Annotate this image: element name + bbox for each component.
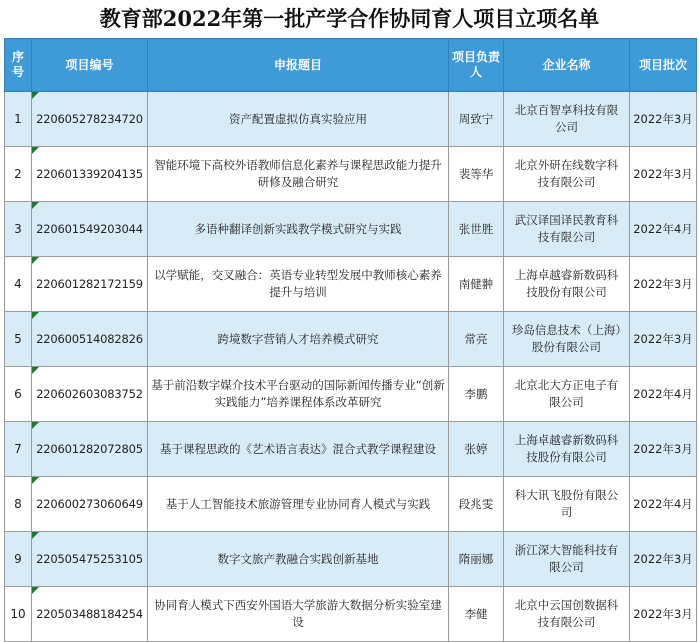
project-batch-cell: 2022年3月 [630, 147, 697, 202]
project-batch-cell: 2022年4月 [630, 367, 697, 422]
project-code-cell [32, 257, 148, 312]
table-row [5, 312, 697, 367]
project-lead-cell: 李鹏 [449, 367, 504, 422]
project-title-cell: 基于前沿数字媒介技术平台驱动的国际新闻传播专业“创新实践能力”培养课程体系改革研究 [148, 367, 449, 422]
company-name-cell: 科大讯飞股份有限公司 [504, 477, 630, 532]
project-code-text: 220601282172159 [36, 276, 143, 291]
project-code-cell [32, 422, 148, 477]
company-name-cell: 北京百智享科技有限公司 [504, 92, 630, 147]
cell-marker-icon [32, 367, 39, 374]
project-lead-cell: 常亮 [449, 312, 504, 367]
row-index: 5 [5, 312, 32, 367]
header-company-name: 企业名称 [504, 39, 630, 92]
row-index: 10 [5, 587, 32, 642]
project-batch-cell: 2022年3月 [630, 257, 697, 312]
project-title-cell: 基于人工智能技术旅游管理专业协同育人模式与实践 [148, 477, 449, 532]
cell-marker-icon [32, 477, 39, 484]
project-batch-cell: 2022年4月 [630, 202, 697, 257]
cell-marker-icon [32, 257, 39, 264]
header-project-title: 申报题目 [148, 39, 449, 92]
project-batch-cell: 2022年3月 [630, 312, 697, 367]
project-code-text: 220602603083752 [36, 386, 143, 401]
project-code-text: 220600514082826 [36, 331, 143, 346]
project-code-cell [32, 312, 148, 367]
row-index: 8 [5, 477, 32, 532]
company-name-cell: 北京外研在线数字科技有限公司 [504, 147, 630, 202]
header-index: 序号 [5, 39, 32, 92]
project-code-text: 220605278234720 [36, 111, 143, 126]
company-name-cell: 珍岛信息技术（上海）股份有限公司 [504, 312, 630, 367]
row-index: 3 [5, 202, 32, 257]
cell-marker-icon [32, 422, 39, 429]
project-lead-cell: 周致宁 [449, 92, 504, 147]
cell-marker-icon [32, 92, 39, 99]
table-row [5, 477, 697, 532]
project-batch-cell: 2022年3月 [630, 532, 697, 587]
project-title-cell: 多语种翻译创新实践教学模式研究与实践 [148, 202, 449, 257]
project-code-text: 220601282072805 [36, 441, 143, 456]
project-title-cell: 基于课程思政的《艺术语言表达》混合式教学课程建设 [148, 422, 449, 477]
row-index: 7 [5, 422, 32, 477]
cell-marker-icon [32, 312, 39, 319]
row-index: 1 [5, 92, 32, 147]
table-row [5, 532, 697, 587]
table-row [5, 257, 697, 312]
project-lead-cell: 裴等华 [449, 147, 504, 202]
table-row [5, 367, 697, 422]
table-row [5, 202, 697, 257]
project-batch-cell: 2022年3月 [630, 92, 697, 147]
cell-marker-icon [32, 147, 39, 154]
table-row [5, 422, 697, 477]
project-code-cell [32, 202, 148, 257]
project-code-text: 220601549203044 [36, 221, 143, 236]
header-project-lead: 项目负责人 [449, 39, 504, 92]
project-lead-cell: 张婷 [449, 422, 504, 477]
project-table [4, 38, 697, 642]
cell-marker-icon [32, 587, 39, 594]
project-code-cell [32, 92, 148, 147]
project-lead-cell: 李健 [449, 587, 504, 642]
row-index: 9 [5, 532, 32, 587]
table-header-row [5, 39, 697, 92]
table-row [5, 587, 697, 642]
project-lead-cell: 张世胜 [449, 202, 504, 257]
page-title: 教育部2022年第一批产学合作协同育人项目立项名单 [99, 6, 600, 31]
company-name-cell: 北京北大方正电子有限公司 [504, 367, 630, 422]
project-batch-cell: 2022年4月 [630, 477, 697, 532]
project-code-cell [32, 532, 148, 587]
company-name-cell: 浙江深大智能科技有限公司 [504, 532, 630, 587]
company-name-cell: 武汉译国译民教育科技有限公司 [504, 202, 630, 257]
project-title-cell: 跨境数字营销人才培养模式研究 [148, 312, 449, 367]
project-code-cell [32, 367, 148, 422]
project-lead-cell: 南健翀 [449, 257, 504, 312]
row-index: 2 [5, 147, 32, 202]
row-index: 6 [5, 367, 32, 422]
project-code-text: 220601339204135 [36, 166, 143, 181]
company-name-cell: 北京中云国创数据科技有限公司 [504, 587, 630, 642]
project-code-cell [32, 587, 148, 642]
company-name-cell: 上海卓越睿新数码科技股份有限公司 [504, 257, 630, 312]
project-title-cell: 以学赋能，交叉融合：英语专业转型发展中教师核心素养提升与培训 [148, 257, 449, 312]
project-lead-cell: 段兆雯 [449, 477, 504, 532]
project-code-cell [32, 477, 148, 532]
project-code-text: 220503488184254 [36, 606, 143, 621]
project-title-cell: 资产配置虚拟仿真实验应用 [148, 92, 449, 147]
project-batch-cell: 2022年3月 [630, 587, 697, 642]
project-code-text: 220600273060649 [36, 496, 143, 511]
project-lead-cell: 隋丽娜 [449, 532, 504, 587]
table-row [5, 92, 697, 147]
company-name-cell: 上海卓越睿新数码科技股份有限公司 [504, 422, 630, 477]
table-body [5, 92, 697, 642]
project-batch-cell: 2022年3月 [630, 422, 697, 477]
project-code-cell [32, 147, 148, 202]
table-row [5, 147, 697, 202]
project-title-cell: 数字文旅产教融合实践创新基地 [148, 532, 449, 587]
header-project-code: 项目编号 [32, 39, 148, 92]
project-title-cell: 协同育人模式下西安外国语大学旅游大数据分析实验室建设 [148, 587, 449, 642]
row-index: 4 [5, 257, 32, 312]
cell-marker-icon [32, 532, 39, 539]
header-project-batch: 项目批次 [630, 39, 697, 92]
project-code-text: 220505475253105 [36, 551, 143, 566]
cell-marker-icon [32, 202, 39, 209]
project-title-cell: 智能环境下高校外语教师信息化素养与课程思政能力提升研修及融合研究 [148, 147, 449, 202]
